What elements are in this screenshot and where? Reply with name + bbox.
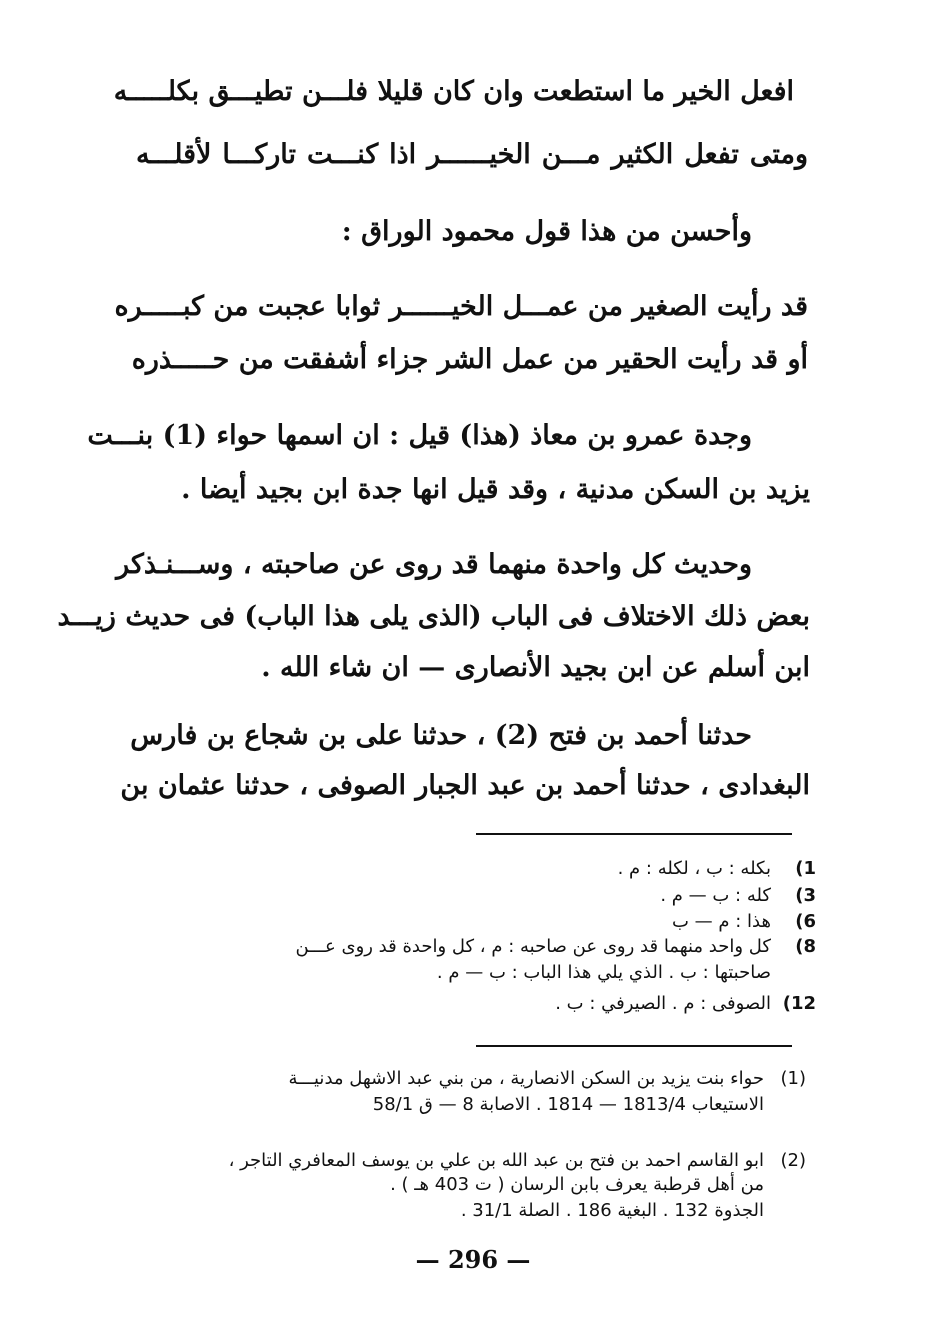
variant-text: صاحبتها : ب . الذي يلي هذا الباب : ب — م . [436,962,771,983]
variant-text: الصوفى : م . الصيرفي : ب . [555,993,771,1014]
notes-separator [476,1045,792,1047]
para3-line1: حدثنا أحمد بن فتح (2) ، حدثنا على بن شجاع بن فارس [130,720,752,751]
footnote-number: (1) [780,1068,806,1089]
variant-1 [136,858,816,880]
variant-number: 1) [795,858,816,879]
para1-line2: يزيد بن السكن مدنية ، وقد قيل انها جدة ابن بجيد أيضا . [181,474,810,505]
para2-line3: ابن أسلم عن ابن بجيد الأنصارى — ان شاء الله . [261,652,810,683]
variant-number: 3) [795,885,816,906]
variant-number: 6) [795,911,816,932]
poem2-line2: أو قد رأيت الحقير من عمل الشر جزاء أشفقت من حـــــذره [131,344,808,375]
footnote-1-line2 [126,1094,806,1116]
variant-8-continued [136,962,816,984]
footnote-2-line2 [126,1174,806,1196]
variants-separator [476,833,792,835]
footnote-text: حواء بنت يزيد بن السكن الانصارية ، من بني عبد الاشهل مدنيـــة [288,1068,764,1089]
footnote-text: من أهل قرطبة يعرف بابن الرسان ( ت 403 هـ ) . [390,1174,764,1195]
variant-3 [136,885,816,907]
footnote-2-line3 [126,1200,806,1222]
variant-text: بكله : ب ، لكله : م . [617,858,771,879]
variant-number: 8) [795,936,816,957]
para3-line2: البغدادى ، حدثنا أحمد بن عبد الجبار الصوفى ، حدثنا عثمان بن [120,770,810,801]
variant-8 [136,936,816,958]
footnote-text: الاستيعاب 1813/4 — 1814 . الاصابة 8 — ق 58/1 [372,1094,764,1115]
intro-line: وأحسن من هذا قول محمود الوراق : [341,216,752,247]
page-number: — 296 — [415,1245,531,1274]
footnote-text: الجذوة 132 . البغية 186 . الصلة 31/1 . [460,1200,764,1221]
footnote-text: ابو القاسم احمد بن فتح بن عبد الله بن علي بن يوسف المعافري التاجر ، [228,1150,764,1171]
poem2-line1: قد رأيت الصغير من عمـــل الخيــــــر ثوابا عجبت من كبـــــره [114,291,808,322]
variant-text: كل واحد منهما قد روى عن صاحبه : م ، كل واحدة قد روى عـــن [295,936,771,957]
variant-6 [136,911,816,933]
footnote-2 [126,1150,806,1172]
para1-line1: وجدة عمرو بن معاذ (هذا) قيل : ان اسمها حواء (1) بنـــت [87,420,752,451]
para2-line1: وحديث كل واحدة منهما قد روى عن صاحبته ، وســـنـذكر [116,549,752,580]
footnote-1 [126,1068,806,1090]
variant-text: كله : ب — م . [660,885,771,906]
variant-12 [136,993,816,1015]
poem1-line1: افعل الخير ما استطعت وان كان قليلا فلـــن تطيـــق بكلـــــه [113,76,794,107]
variant-number: 12) [782,993,816,1014]
variant-text: هذا : م — ب [672,911,771,932]
para2-line2: بعض ذلك الاختلاف فى الباب (الذى يلى هذا الباب) فى حديث زيـــد [57,601,810,632]
poem1-line2: ومتى تفعل الكثير مـــن الخيــــــر اذا كنـــت تاركـــا لأقلـــه [136,139,808,170]
footnote-number: (2) [780,1150,806,1171]
